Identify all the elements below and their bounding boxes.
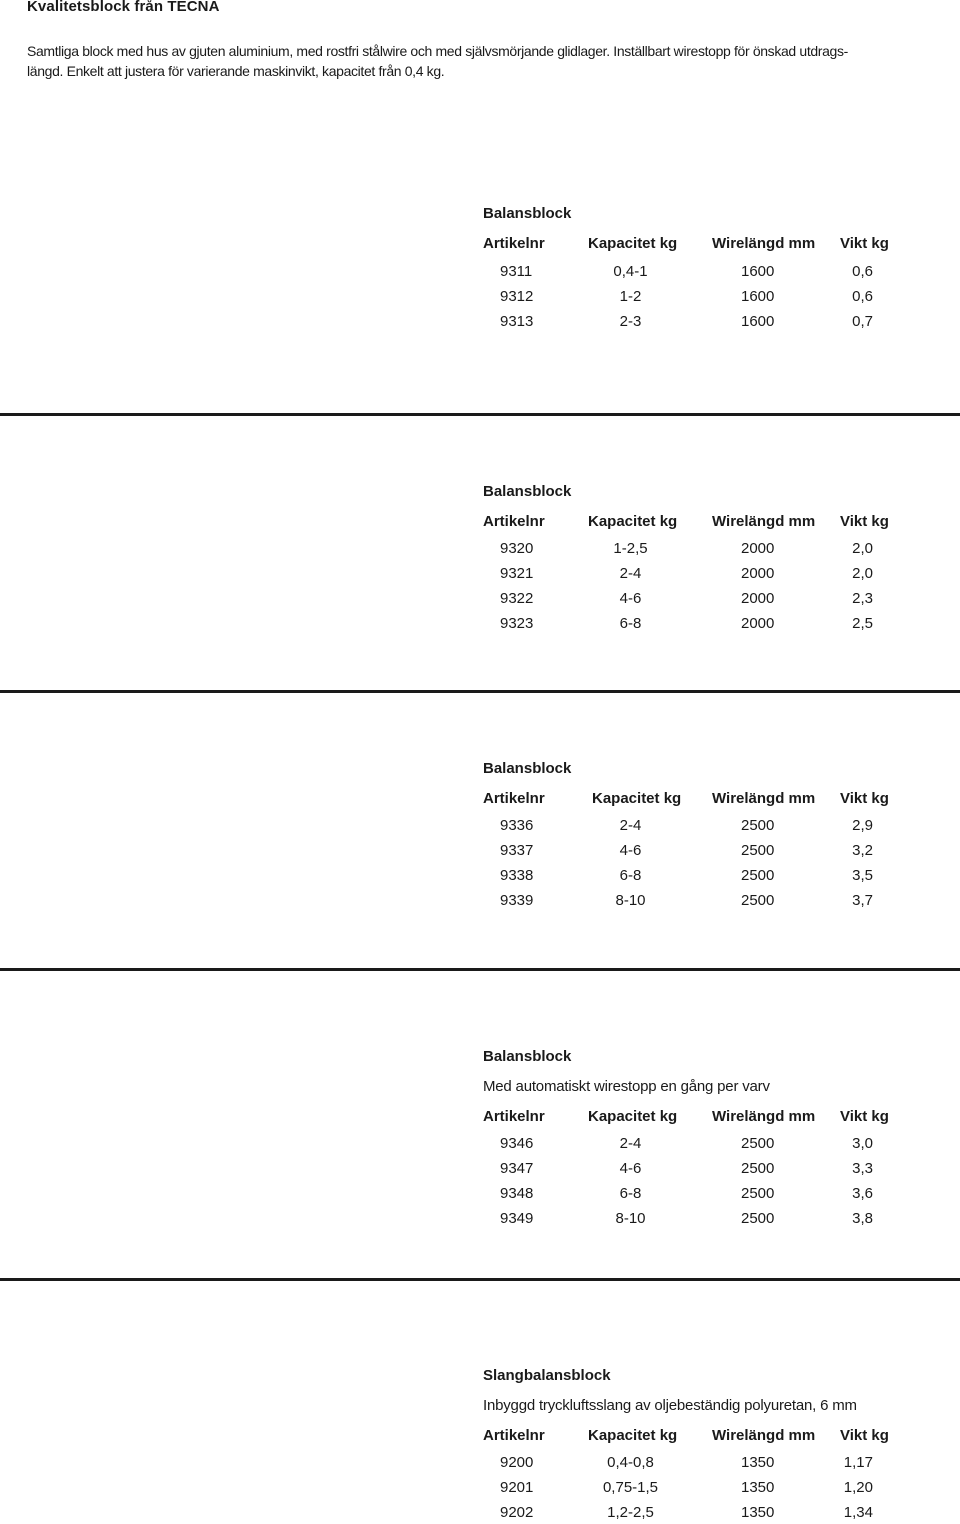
table-row — [483, 867, 903, 887]
cell-kapacitet: 4-6 — [619, 842, 642, 859]
cell-artikelnr: 9321 — [500, 565, 534, 582]
cell-kapacitet: 1-2 — [619, 288, 642, 305]
cell-kapacitet: 2-4 — [619, 1135, 642, 1152]
intro-line: längd. Enkelt att justera för varierande maskinvikt, kapacitet från 0,4 kg. — [27, 63, 445, 79]
table-row — [483, 892, 903, 912]
col-header-wirelangd: Wirelängd mm — [712, 1427, 816, 1444]
section-divider — [0, 968, 960, 971]
table-row — [483, 565, 903, 585]
col-header-artikelnr: Artikelnr — [483, 1427, 545, 1444]
cell-vikt: 0,6 — [852, 263, 873, 280]
col-header-wirelangd: Wirelängd mm — [712, 513, 816, 530]
col-header-artikelnr: Artikelnr — [483, 790, 545, 807]
cell-kapacitet: 0,4-0,8 — [607, 1454, 654, 1471]
cell-wirelangd: 2500 — [741, 1160, 775, 1177]
table-row — [483, 540, 903, 560]
cell-kapacitet: 6-8 — [619, 867, 642, 884]
cell-kapacitet: 1,2-2,5 — [607, 1504, 654, 1521]
table-row — [483, 590, 903, 610]
col-header-kapacitet: Kapacitet kg — [592, 790, 682, 807]
cell-vikt: 3,6 — [852, 1185, 873, 1202]
cell-kapacitet: 4-6 — [619, 590, 642, 607]
cell-vikt: 2,0 — [852, 565, 873, 582]
col-header-wirelangd: Wirelängd mm — [712, 1108, 816, 1125]
cell-wirelangd: 2500 — [741, 1210, 775, 1227]
cell-artikelnr: 9202 — [500, 1504, 534, 1521]
table-row — [483, 288, 903, 308]
section-title: Balansblock — [483, 1048, 572, 1065]
cell-artikelnr: 9338 — [500, 867, 534, 884]
cell-vikt: 1,17 — [843, 1454, 873, 1471]
cell-vikt: 1,20 — [843, 1479, 873, 1496]
table-row — [483, 1479, 903, 1499]
cell-vikt: 1,34 — [843, 1504, 873, 1521]
col-header-kapacitet: Kapacitet kg — [588, 235, 678, 252]
cell-wirelangd: 2500 — [741, 867, 775, 884]
col-header-vikt: Vikt kg — [840, 235, 889, 252]
cell-kapacitet: 0,4-1 — [613, 263, 648, 280]
cell-artikelnr: 9320 — [500, 540, 534, 557]
cell-vikt: 2,0 — [852, 540, 873, 557]
cell-wirelangd: 2000 — [741, 540, 775, 557]
table-row — [483, 817, 903, 837]
section-divider — [0, 1278, 960, 1281]
cell-vikt: 2,3 — [852, 590, 873, 607]
cell-vikt: 3,8 — [852, 1210, 873, 1227]
cell-kapacitet: 1-2,5 — [613, 540, 648, 557]
section-title: Balansblock — [483, 205, 572, 222]
cell-vikt: 3,3 — [852, 1160, 873, 1177]
col-header-wirelangd: Wirelängd mm — [712, 235, 816, 252]
col-header-artikelnr: Artikelnr — [483, 513, 545, 530]
cell-wirelangd: 1600 — [741, 263, 775, 280]
cell-vikt: 3,0 — [852, 1135, 873, 1152]
cell-vikt: 3,2 — [852, 842, 873, 859]
cell-wirelangd: 1600 — [741, 288, 775, 305]
col-header-vikt: Vikt kg — [840, 513, 889, 530]
cell-kapacitet: 0,75-1,5 — [602, 1479, 659, 1496]
cell-wirelangd: 1350 — [741, 1504, 775, 1521]
table-row — [483, 1135, 903, 1155]
cell-vikt: 0,7 — [852, 313, 873, 330]
section-divider — [0, 413, 960, 416]
cell-artikelnr: 9337 — [500, 842, 534, 859]
col-header-artikelnr: Artikelnr — [483, 235, 545, 252]
cell-kapacitet: 6-8 — [619, 615, 642, 632]
cell-wirelangd: 1600 — [741, 313, 775, 330]
col-header-kapacitet: Kapacitet kg — [588, 513, 678, 530]
section-title: Balansblock — [483, 483, 572, 500]
cell-vikt: 3,5 — [852, 867, 873, 884]
cell-artikelnr: 9336 — [500, 817, 534, 834]
cell-kapacitet: 8-10 — [615, 892, 646, 909]
cell-kapacitet: 6-8 — [619, 1185, 642, 1202]
table-row — [483, 615, 903, 635]
cell-kapacitet: 2-3 — [619, 313, 642, 330]
table-row — [483, 1454, 903, 1474]
cell-wirelangd: 2000 — [741, 590, 775, 607]
cell-wirelangd: 1350 — [741, 1454, 775, 1471]
cell-artikelnr: 9339 — [500, 892, 534, 909]
cell-artikelnr: 9311 — [500, 263, 533, 280]
cell-kapacitet: 2-4 — [619, 817, 642, 834]
cell-wirelangd: 2000 — [741, 615, 775, 632]
table-header — [483, 790, 903, 810]
cell-vikt: 2,5 — [852, 615, 873, 632]
table-header — [483, 1427, 903, 1447]
table-row — [483, 1185, 903, 1205]
col-header-vikt: Vikt kg — [840, 790, 889, 807]
intro-text — [27, 41, 907, 81]
table-header — [483, 513, 903, 533]
cell-artikelnr: 9346 — [500, 1135, 534, 1152]
cell-vikt: 3,7 — [852, 892, 873, 909]
table-row — [483, 1160, 903, 1180]
section-title: Slangbalansblock — [483, 1367, 611, 1384]
cell-kapacitet: 4-6 — [619, 1160, 642, 1177]
col-header-vikt: Vikt kg — [840, 1108, 889, 1125]
cell-kapacitet: 2-4 — [619, 565, 642, 582]
table-row — [483, 313, 903, 333]
section-title: Balansblock — [483, 760, 572, 777]
cell-artikelnr: 9349 — [500, 1210, 534, 1227]
cell-artikelnr: 9313 — [500, 313, 534, 330]
cell-artikelnr: 9200 — [500, 1454, 534, 1471]
table-row — [483, 1504, 903, 1524]
cell-wirelangd: 2000 — [741, 565, 775, 582]
table-row — [483, 1210, 903, 1230]
table-header — [483, 235, 903, 255]
cell-kapacitet: 8-10 — [615, 1210, 646, 1227]
table-row — [483, 263, 903, 283]
cell-vikt: 2,9 — [852, 817, 873, 834]
section-subtitle: Inbyggd tryckluftsslang av oljebeständig polyuretan, 6 mm — [483, 1397, 857, 1414]
cell-wirelangd: 2500 — [741, 842, 775, 859]
cell-wirelangd: 2500 — [741, 892, 775, 909]
cell-artikelnr: 9312 — [500, 288, 534, 305]
col-header-kapacitet: Kapacitet kg — [588, 1108, 678, 1125]
cell-artikelnr: 9323 — [500, 615, 534, 632]
cell-artikelnr: 9322 — [500, 590, 534, 607]
cell-artikelnr: 9348 — [500, 1185, 534, 1202]
cell-wirelangd: 1350 — [741, 1479, 775, 1496]
col-header-wirelangd: Wirelängd mm — [712, 790, 816, 807]
cell-vikt: 0,6 — [852, 288, 873, 305]
cell-wirelangd: 2500 — [741, 1135, 775, 1152]
col-header-vikt: Vikt kg — [840, 1427, 889, 1444]
page-title: Kvalitetsblock från TECNA — [27, 0, 220, 15]
col-header-kapacitet: Kapacitet kg — [588, 1427, 678, 1444]
cell-artikelnr: 9201 — [500, 1479, 534, 1496]
section-divider — [0, 690, 960, 693]
cell-artikelnr: 9347 — [500, 1160, 534, 1177]
intro-line: Samtliga block med hus av gjuten aluminium, med rostfri stålwire och med självsmörjande glidlager. Inställbart wirestopp för önskad utdrags- — [27, 43, 848, 59]
col-header-artikelnr: Artikelnr — [483, 1108, 545, 1125]
table-header — [483, 1108, 903, 1128]
section-subtitle: Med automatiskt wirestopp en gång per varv — [483, 1078, 770, 1095]
cell-wirelangd: 2500 — [741, 817, 775, 834]
table-row — [483, 842, 903, 862]
cell-wirelangd: 2500 — [741, 1185, 775, 1202]
